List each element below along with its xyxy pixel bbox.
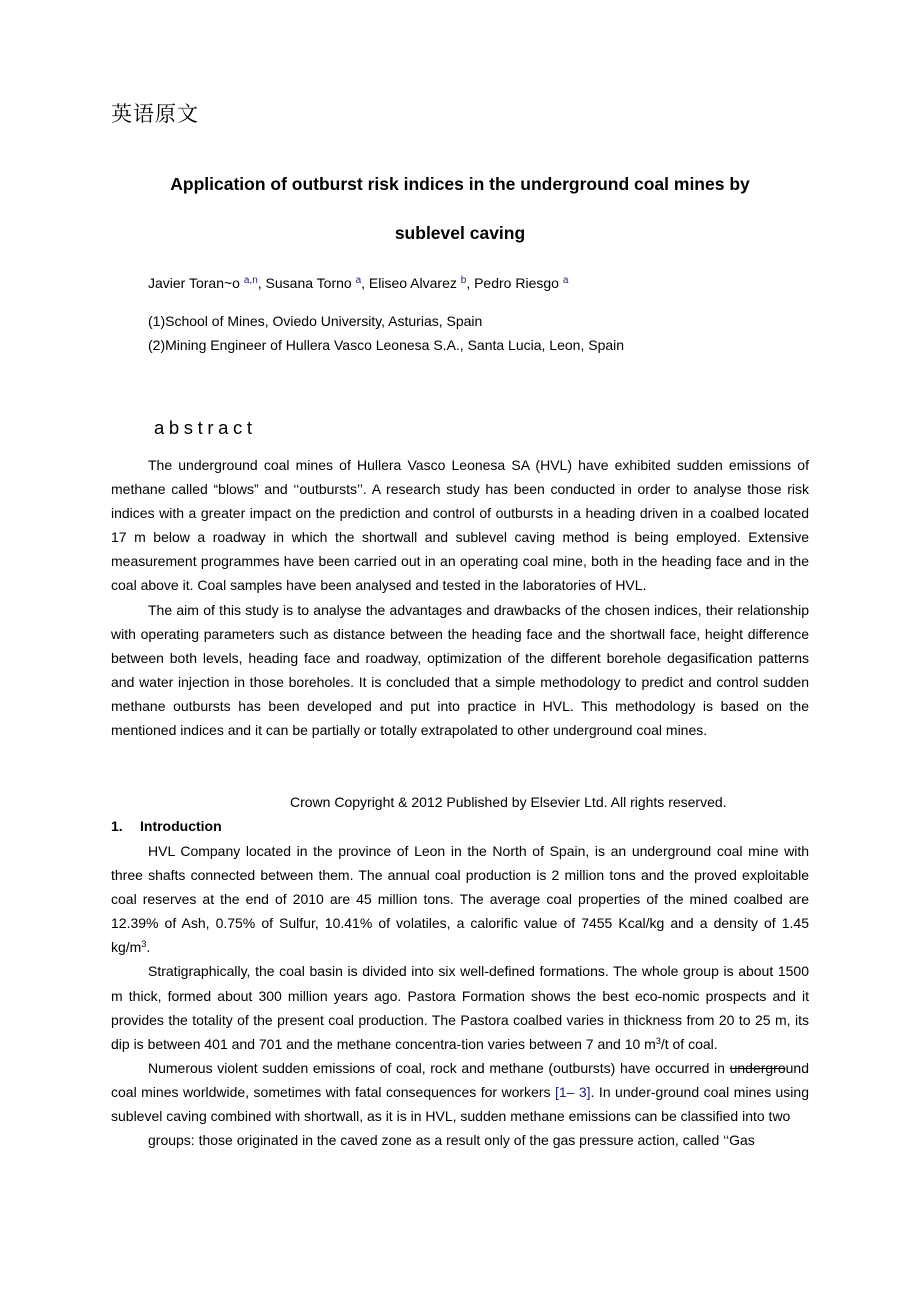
abstract-body [111, 453, 809, 742]
introduction-body [111, 839, 809, 1152]
section-heading [111, 816, 222, 836]
citation-link[interactable]: [1– 3] [554, 1083, 591, 1100]
affiliation-2: (2)Mining Engineer of Hullera Vasco Leonesa S.A., Santa Lucia, Leon, Spain [148, 337, 625, 353]
author-name: Eliseo Alvarez [368, 275, 457, 291]
author-affiliation-mark: a [562, 275, 569, 286]
author-affiliation-mark: b [460, 275, 467, 286]
author-name: Javier Toran~o [148, 275, 240, 291]
author-affiliation-mark: a,n [243, 275, 258, 286]
paper-title-line-1: Application of outburst risk indices in the underground coal mines by [170, 174, 750, 194]
author-affiliation-mark: a [355, 275, 362, 286]
author-name: Pedro Riesgo [474, 275, 559, 291]
abstract-heading: abstract [154, 417, 257, 438]
copyright-notice: Crown Copyright & 2012 Published by Elsevier Ltd. All rights reserved. [290, 794, 727, 810]
section-title: Introduction [140, 818, 222, 834]
author-name: Susana Torno [265, 275, 352, 291]
paper-title-line-2: sublevel caving [394, 223, 526, 243]
affiliation-1: (1)School of Mines, Oviedo University, Asturias, Spain [148, 313, 483, 329]
intro-paragraph: Numerous violent sudden emissions of coal, rock and methane (outbursts) have occurred in underground coal mines worldwide, sometimes with fatal consequences for workers [1– 3]. In under-ground coal mines using sublevel caving combined with shortwall, as it is in HVL, sudden methane emissions can be classified into two [111, 1059, 809, 1125]
author-list: Javier Toran~o $^{a,n}$, Susana Torno $^a$, Eliseo Alvarez $^b$, Pedro Riesgo $^a$ [148, 275, 569, 291]
struck-text: undergro [729, 1059, 786, 1076]
intro-paragraph: HVL Company located in the province of Leon in the North of Spain, is an underground coal mine with three shafts connected between them. The annual coal production is 2 million tons and the proved exploitable coal reserves at the end of 2010 are 45 million tons. The average coal properties of the mined coalbed are 12.39% of Ash, 0.75% of Sulfur, 10.41% of volatiles, a calorific value of 7455 Kcal/kg and a density of 1.45 $kg/m^3$. [111, 843, 809, 956]
intro-paragraph: groups: those originated in the caved zone as a result only of the gas pressure action, called ‘‘Gas [148, 1132, 755, 1149]
page-heading: 英语原文 [111, 102, 199, 126]
abstract-paragraph: The aim of this study is to analyse the advantages and drawbacks of the chosen indices, their relationship with operating parameters such as distance between the heading face and the shortwall face, height difference between both levels, heading face and roadway, optimization of the different borehole degasification patterns and water injection in those boreholes. It is concluded that a simple methodology to predict and control sudden methane outbursts has been developed and put into practice in HVL. This methodology is based on the mentioned indices and it can be partially or totally extrapolated to other underground coal mines. [111, 601, 809, 739]
section-number: 1. [111, 818, 123, 834]
abstract-paragraph: The underground coal mines of Hullera Vasco Leonesa SA (HVL) have exhibited sudden emissions of methane called “blows” and ‘‘outbursts’’. A research study has been conducted in order to analyse those risk indices with a greater impact on the prediction and control of outbursts in a heading driven in a coalbed located 17 m below a roadway in which the shortwall and sublevel caving method is being employed. Extensive measurement programmes have been carried out in an operating coal mine, both in the heading face and in the coal above it. Coal samples have been analysed and tested in the laboratories of HVL. [111, 457, 809, 594]
intro-paragraph: Stratigraphically, the coal basin is divided into six well-defined formations. The whole group is about 1500 m thick, formed about 300 million years ago. Pastora Formation shows the best eco-nomic prospects and it provides the totality of the present coal production. The Pastora coalbed varies in thickness from 20 to 25 m, its dip is between 401 and 701 and the methane concentra-tion varies between 7 and 10 $m^3/t$ of coal. [111, 963, 809, 1052]
